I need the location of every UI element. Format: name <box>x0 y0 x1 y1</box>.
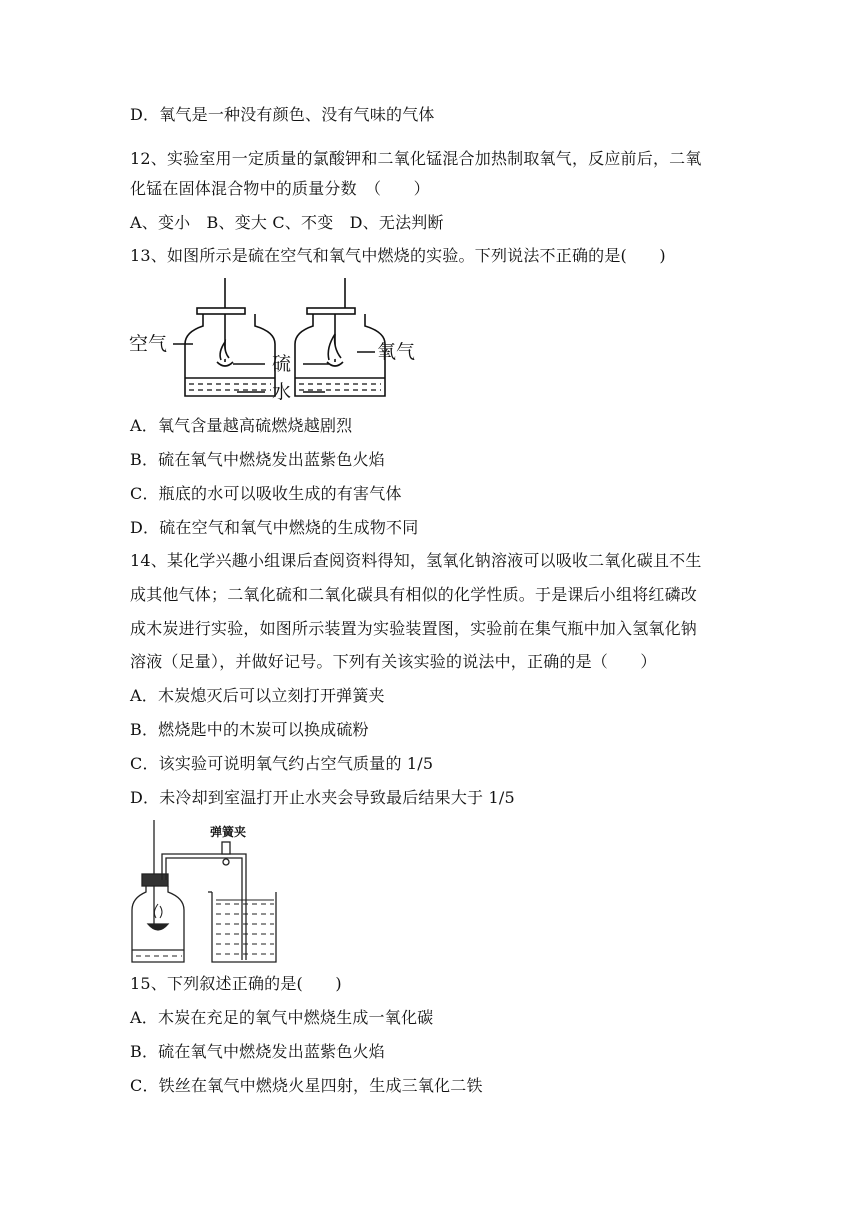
q14-figure <box>128 820 278 970</box>
q14-option-b: B．燃烧匙中的木炭可以换成硫粉 <box>130 720 369 739</box>
q11-option-d: D．氧气是一种没有颜色、没有气味的气体 <box>130 105 435 124</box>
q15-option-b: B．硫在氧气中燃烧发出蓝紫色火焰 <box>130 1042 385 1061</box>
q14-stem-line4: 溶液（足量），并做好记号。下列有关该实验的说法中，正确的是（ ） <box>130 652 657 671</box>
q14-option-c: C．该实验可说明氧气约占空气质量的 1/5 <box>130 754 434 773</box>
q13-option-c: C．瓶底的水可以吸收生成的有害气体 <box>130 484 402 503</box>
q13-stem: 13、如图所示是硫在空气和氧气中燃烧的实验。下列说法不正确的是( ) <box>130 246 666 265</box>
q14-stem-line2: 成其他气体；二氧化硫和二氧化碳具有相似的化学性质。于是课后小组将红磷改 <box>130 585 698 604</box>
q12-options: A、变小 B、变大 C、不变 D、无法判断 <box>130 213 444 232</box>
label-clamp: 弹簧夹 <box>210 825 247 839</box>
q15-stem: 15、下列叙述正确的是( ) <box>130 974 342 993</box>
q15-option-a: A．木炭在充足的氧气中燃烧生成一氧化碳 <box>130 1008 434 1027</box>
q13-figure <box>125 278 425 408</box>
bottle-air <box>185 278 275 396</box>
label-air: 空气 <box>129 333 168 355</box>
q14-stem-line1: 14、某化学兴趣小组课后查阅资料得知，氢氧化钠溶液可以吸收二氧化碳且不生 <box>130 551 702 570</box>
label-oxygen: 氧气 <box>377 341 416 363</box>
bottle-oxygen <box>295 278 385 396</box>
q15-option-c: C．铁丝在氧气中燃烧火星四射，生成三氧化二铁 <box>130 1076 483 1095</box>
q14-option-d: D．未冷却到室温打开止水夹会导致最后结果大于 1/5 <box>130 788 515 807</box>
q14-option-a: A．木炭熄灭后可以立刻打开弹簧夹 <box>130 686 385 705</box>
q12-stem-line2: 化锰在固体混合物中的质量分数 （ ） <box>130 179 430 198</box>
label-sulfur: 硫 <box>272 353 292 375</box>
q12-stem-line1: 12、实验室用一定质量的氯酸钾和二氧化锰混合加热制取氧气，反应前后，二氧 <box>130 149 702 168</box>
label-water: 水 <box>272 381 292 403</box>
q13-option-b: B．硫在氧气中燃烧发出蓝紫色火焰 <box>130 450 385 469</box>
q13-option-a: A．氧气含量越高硫燃烧越剧烈 <box>130 416 353 435</box>
q14-stem-line3: 成木炭进行实验，如图所示装置为实验装置图，实验前在集气瓶中加入氢氧化钠 <box>130 619 698 638</box>
q13-option-d: D．硫在空气和氧气中燃烧的生成物不同 <box>130 518 419 537</box>
